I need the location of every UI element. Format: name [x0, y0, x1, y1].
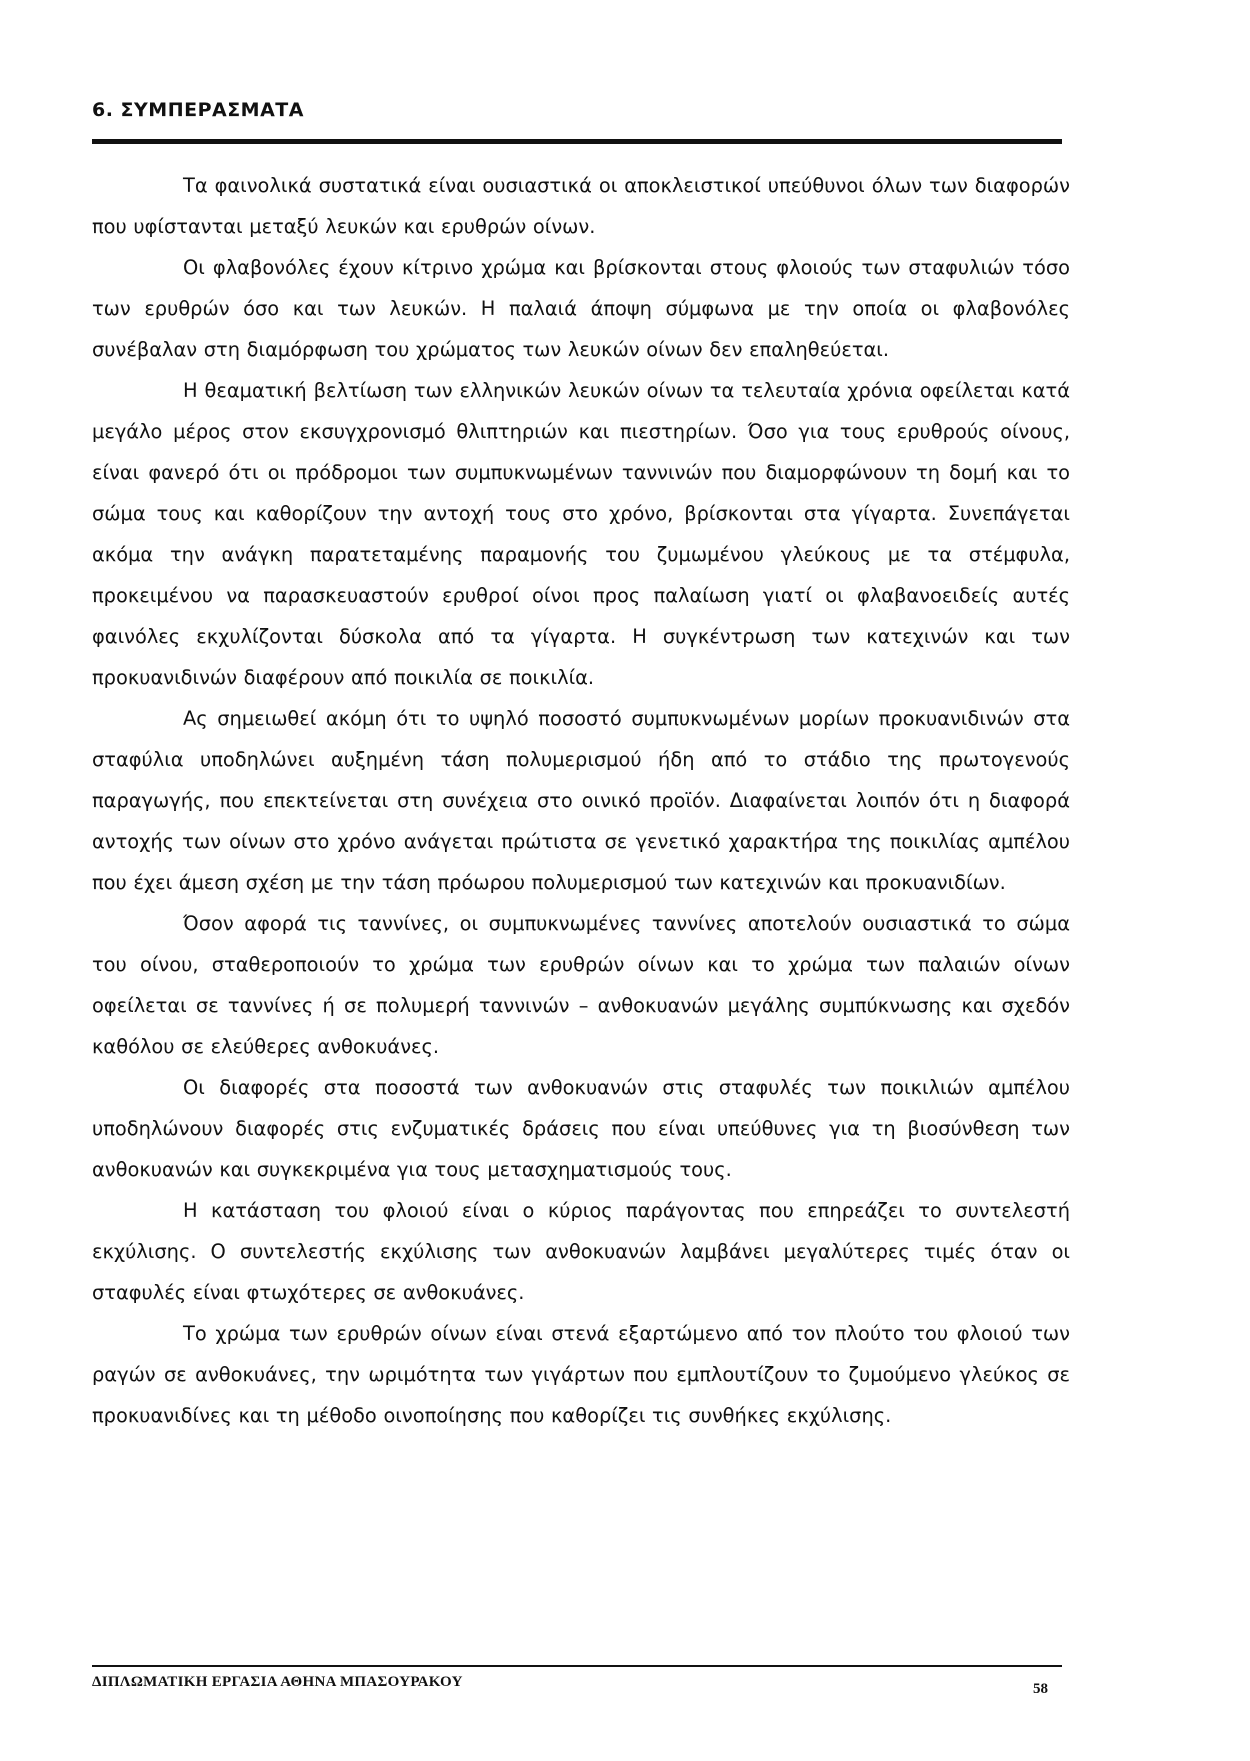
- page-number: 58: [1033, 1681, 1048, 1697]
- paragraph-6: Οι διαφορές στα ποσοστά των ανθοκυανών στις σταφυλές των ποικιλιών αμπέλου υποδηλώνουν διαφορές στις ενζυματικές δράσεις που είναι υπεύθυνες για τη βιοσύνθεση των ανθοκυανών και συγκεκριμένα για τους μετασχηματισμούς τους.: [92, 1076, 1070, 1181]
- footer-rule: [92, 1665, 1062, 1667]
- paragraph-3: Η θεαματική βελτίωση των ελληνικών λευκών οίνων τα τελευταία χρόνια οφείλεται κατά μεγάλο μέρος στον εκσυγχρονισμό θλιπτηριών και πιεστηρίων. Όσο για τους ερυθρούς οίνους, είναι φανερό ότι οι πρόδρομοι των συμπυκνωμένων ταννινών που διαμορφώνουν τη δομή και το σώμα τους και καθορίζουν την αντοχή τους στο χρόνο, βρίσκονται στα γίγαρτα. Συνεπάγεται ακόμα την ανάγκη παρατεταμένης παραμονής του ζυμωμένου γλεύκους με τα στέμφυλα, προκειμένου να παρασκευαστούν ερυθροί οίνοι προς παλαίωση γιατί οι φλαβανοειδείς αυτές φαινόλες εκχυλίζονται δύσκολα από τα γίγαρτα. Η συγκέντρωση των κατεχινών και των προκυανιδινών διαφέρουν από ποικιλία σε ποικιλία.: [92, 379, 1070, 689]
- paragraph-8: Το χρώμα των ερυθρών οίνων είναι στενά εξαρτώμενο από τον πλούτο του φλοιού των ραγών σε ανθοκυάνες, την ωριμότητα των γιγάρτων που εμπλουτίζουν το ζυμούμενο γλεύκος σε προκυανιδίνες και τη μέθοδο οινοποίησης που καθορίζει τις συνθήκες εκχύλισης.: [92, 1322, 1070, 1427]
- paragraph-1: Τα φαινολικά συστατικά είναι ουσιαστικά οι αποκλειστικοί υπεύθυνοι όλων των διαφορών που υφίστανται μεταξύ λευκών και ερυθρών οίνων.: [92, 174, 1070, 238]
- paragraph-5: Όσον αφορά τις ταννίνες, οι συμπυκνωμένες ταννίνες αποτελούν ουσιαστικά το σώμα του οίνου, σταθεροποιούν το χρώμα των ερυθρών οίνων και το χρώμα των παλαιών οίνων οφείλεται σε ταννίνες ή σε πολυμερή ταννινών – ανθοκυανών μεγάλης συμπύκνωσης και σχεδόν καθόλου σε ελεύθερες ανθοκυάνες.: [92, 912, 1070, 1058]
- paragraph-2: Οι φλαβονόλες έχουν κίτρινο χρώμα και βρίσκονται στους φλοιούς των σταφυλιών τόσο των ερυθρών όσο και των λευκών. Η παλαιά άποψη σύμφωνα με την οποία οι φλαβονόλες συνέβαλαν στη διαμόρφωση του χρώματος των λευκών οίνων δεν επαληθεύεται.: [92, 256, 1070, 361]
- paragraph-7: Η κατάσταση του φλοιού είναι ο κύριος παράγοντας που επηρεάζει το συντελεστή εκχύλισης. Ο συντελεστής εκχύλισης των ανθοκυανών λαμβάνει μεγαλύτερες τιμές όταν οι σταφυλές είναι φτωχότερες σε ανθοκυάνες.: [92, 1199, 1070, 1304]
- section-heading: 6. ΣΥΜΠΕΡΑΣΜΑΤΑ: [92, 99, 304, 121]
- body-text: [92, 165, 1070, 1436]
- footer-title: ΔΙΠΛΩΜΑΤΙΚΗ ΕΡΓΑΣΙΑ ΑΘΗΝΑ ΜΠΑΣΟΥΡΑΚΟΥ: [92, 1674, 463, 1690]
- paragraph-4: Ας σημειωθεί ακόμη ότι το υψηλό ποσοστό συμπυκνωμένων μορίων προκυανιδινών στα σταφύλια υποδηλώνει αυξημένη τάση πολυμερισμού ήδη από το στάδιο της πρωτογενούς παραγωγής, που επεκτείνεται στη συνέχεια στο οινικό προϊόν. Διαφαίνεται λοιπόν ότι η διαφορά αντοχής των οίνων στο χρόνο ανάγεται πρώτιστα σε γενετικό χαρακτήρα της ποικιλίας αμπέλου που έχει άμεση σχέση με την τάση πρόωρου πολυμερισμού των κατεχινών και προκυανιδίων.: [92, 707, 1070, 894]
- heading-rule: [92, 139, 1062, 144]
